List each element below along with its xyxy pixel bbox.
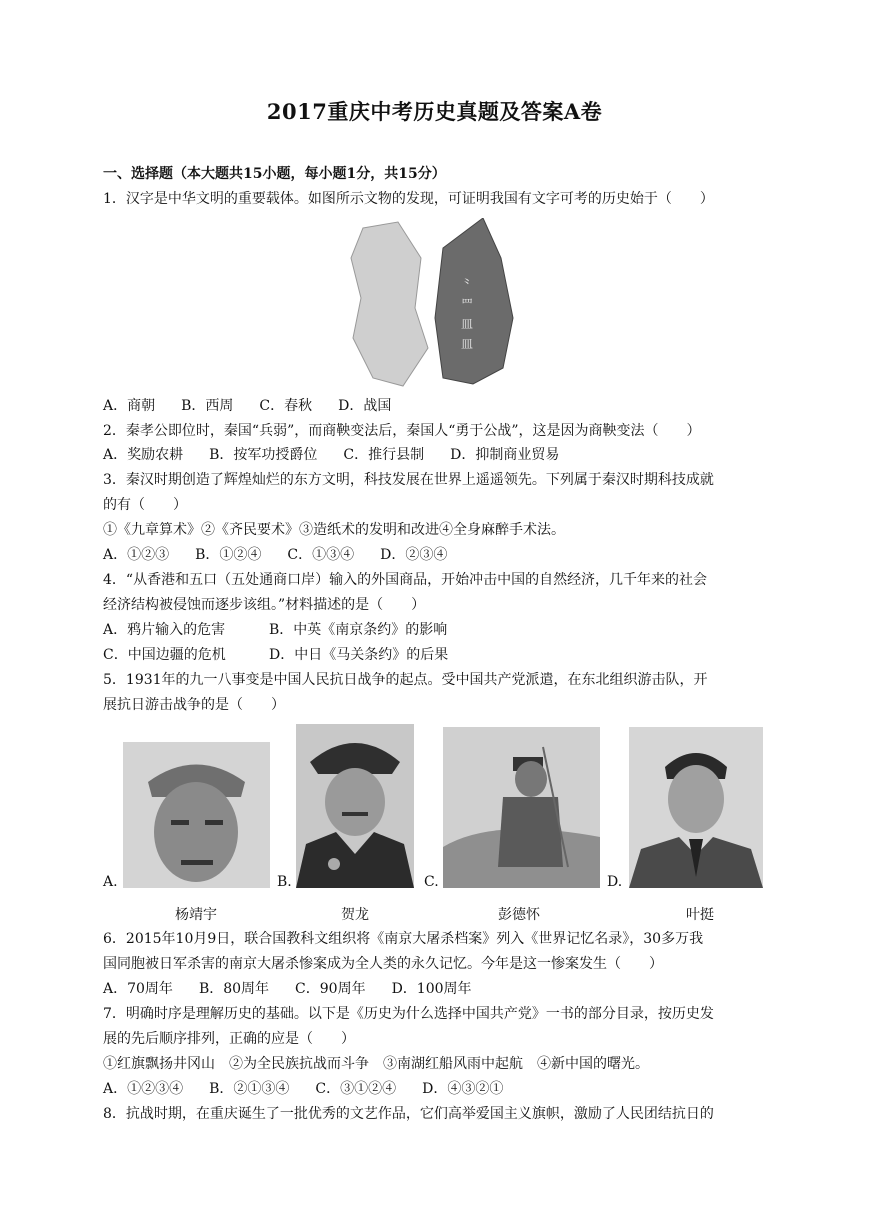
caption-b: 贺龙 xyxy=(341,907,369,923)
portrait-yang-jingyu-image xyxy=(123,742,270,888)
option-b[interactable]: B．②①③④ xyxy=(209,1081,290,1097)
question-1-options xyxy=(103,396,773,416)
question-8-stem-line1: 8．抗战时期，在重庆诞生了一批优秀的文艺作品，它们高举爱国主义旗帜，激励了人民团结抗日的 xyxy=(103,1106,714,1122)
option-d[interactable]: D．中日《马关条约》的后果 xyxy=(269,647,449,663)
question-7-stem-line2: 展的先后顺序排列，正确的应是（ ） xyxy=(103,1031,355,1047)
question-3-options xyxy=(103,545,773,565)
option-b-letter[interactable]: B. xyxy=(277,874,292,890)
question-2-options xyxy=(103,445,773,465)
question-7-items: ①红旗飘扬井冈山 ②为全民族抗战而斗争 ③南湖红船风雨中起航 ④新中国的曙光。 xyxy=(103,1056,649,1072)
portrait-peng-dehuai-image xyxy=(443,727,600,888)
page-title: 2017重庆中考历史真题及答案A卷 xyxy=(266,99,603,124)
option-b[interactable]: B．①②④ xyxy=(195,547,262,563)
option-a[interactable]: A．鸦片输入的危害 xyxy=(103,622,226,638)
option-a[interactable]: A．商朝 xyxy=(103,398,156,414)
option-a[interactable]: A．70周年 xyxy=(103,981,173,997)
question-4-stem-line2: 经济结构被侵蚀而逐步该组。”材料描述的是（ ） xyxy=(103,597,426,613)
question-3-stem-line1: 3．秦汉时期创造了辉煌灿烂的东方文明，科技发展在世界上遥遥领先。下列属于秦汉时期科技成就 xyxy=(103,472,714,488)
question-7-options xyxy=(103,1079,773,1099)
option-a[interactable]: A．奖励农耕 xyxy=(103,447,184,463)
question-6-options xyxy=(103,979,773,999)
question-5-stem-line2: 展抗日游击战争的是（ ） xyxy=(103,697,285,713)
svg-text:罒: 罒 xyxy=(461,297,474,311)
option-d[interactable]: D．战国 xyxy=(338,398,392,414)
question-5-stem-line1: 5．1931年的九一八事变是中国人民抗日战争的起点。受中国共产党派遣，在东北组织游击队，开 xyxy=(103,672,708,688)
question-6-stem-line2: 国同胞被日军杀害的南京大屠杀惨案成为全人类的永久记忆。今年是这一惨案发生（ ） xyxy=(103,956,663,972)
question-3-stem-line2: 的有（ ） xyxy=(103,497,187,513)
option-c[interactable]: C．①③④ xyxy=(287,547,355,563)
option-b[interactable]: B．中英《南京条约》的影响 xyxy=(269,622,448,638)
portrait-ye-ting-image xyxy=(629,727,763,888)
svg-text:皿: 皿 xyxy=(461,317,474,331)
question-6-stem-line1: 6．2015年10月9日，联合国教科文组织将《南京大屠杀档案》列入《世界记忆名录》，30多万我 xyxy=(103,931,704,947)
svg-text:⺀: ⺀ xyxy=(461,277,474,291)
question-4-options-row2 xyxy=(103,645,773,665)
option-c[interactable]: C．春秋 xyxy=(259,398,313,414)
oracle-bone-artifact-image xyxy=(343,218,526,388)
question-7-stem-line1: 7．明确时序是理解历史的基础。以下是《历史为什么选择中国共产党》一书的部分目录，按历史发 xyxy=(103,1006,714,1022)
portrait-he-long-image xyxy=(296,724,414,888)
svg-text:皿: 皿 xyxy=(461,337,474,351)
question-1-stem: 1．汉字是中华文明的重要载体。如图所示文物的发现，可证明我国有文字可考的历史始于（ ） xyxy=(103,191,714,207)
question-2-stem: 2．秦孝公即位时，秦国“兵弱”，而商鞅变法后，秦国人“勇于公战”，这是因为商鞅变法（ ） xyxy=(103,423,701,439)
option-a-letter[interactable]: A. xyxy=(103,874,118,890)
option-d[interactable]: D．②③④ xyxy=(380,547,448,563)
question-4-options-row1 xyxy=(103,620,773,640)
option-d[interactable]: D．④③②① xyxy=(422,1081,504,1097)
option-c[interactable]: C．推行县制 xyxy=(343,447,425,463)
option-a[interactable]: A．①②③ xyxy=(103,547,170,563)
option-b[interactable]: B．按军功授爵位 xyxy=(209,447,318,463)
option-a[interactable]: A．①②③④ xyxy=(103,1081,184,1097)
question-3-items: ①《九章算术》②《齐民要术》③造纸术的发明和改进④全身麻醉手术法。 xyxy=(103,522,565,538)
caption-c: 彭德怀 xyxy=(498,907,540,923)
option-d[interactable]: D．抑制商业贸易 xyxy=(450,447,560,463)
question-4-stem-line1: 4．“从香港和五口（五处通商口岸）输入的外国商品，开始冲击中国的自然经济，几千年来的社会 xyxy=(103,572,708,588)
option-c[interactable]: C．90周年 xyxy=(295,981,366,997)
option-d[interactable]: D．100周年 xyxy=(391,981,472,997)
option-c[interactable]: C．中国边疆的危机 xyxy=(103,647,226,663)
option-c[interactable]: C．③①②④ xyxy=(315,1081,397,1097)
option-b[interactable]: B．80周年 xyxy=(198,981,270,997)
option-d-letter[interactable]: D. xyxy=(607,874,623,890)
caption-a: 杨靖宇 xyxy=(175,907,217,923)
section-heading: 一、选择题（本大题共15小题，每小题1分，共15分） xyxy=(103,166,446,182)
option-b[interactable]: B．西周 xyxy=(181,398,234,414)
caption-d: 叶挺 xyxy=(686,907,714,923)
option-c-letter[interactable]: C. xyxy=(424,874,439,890)
